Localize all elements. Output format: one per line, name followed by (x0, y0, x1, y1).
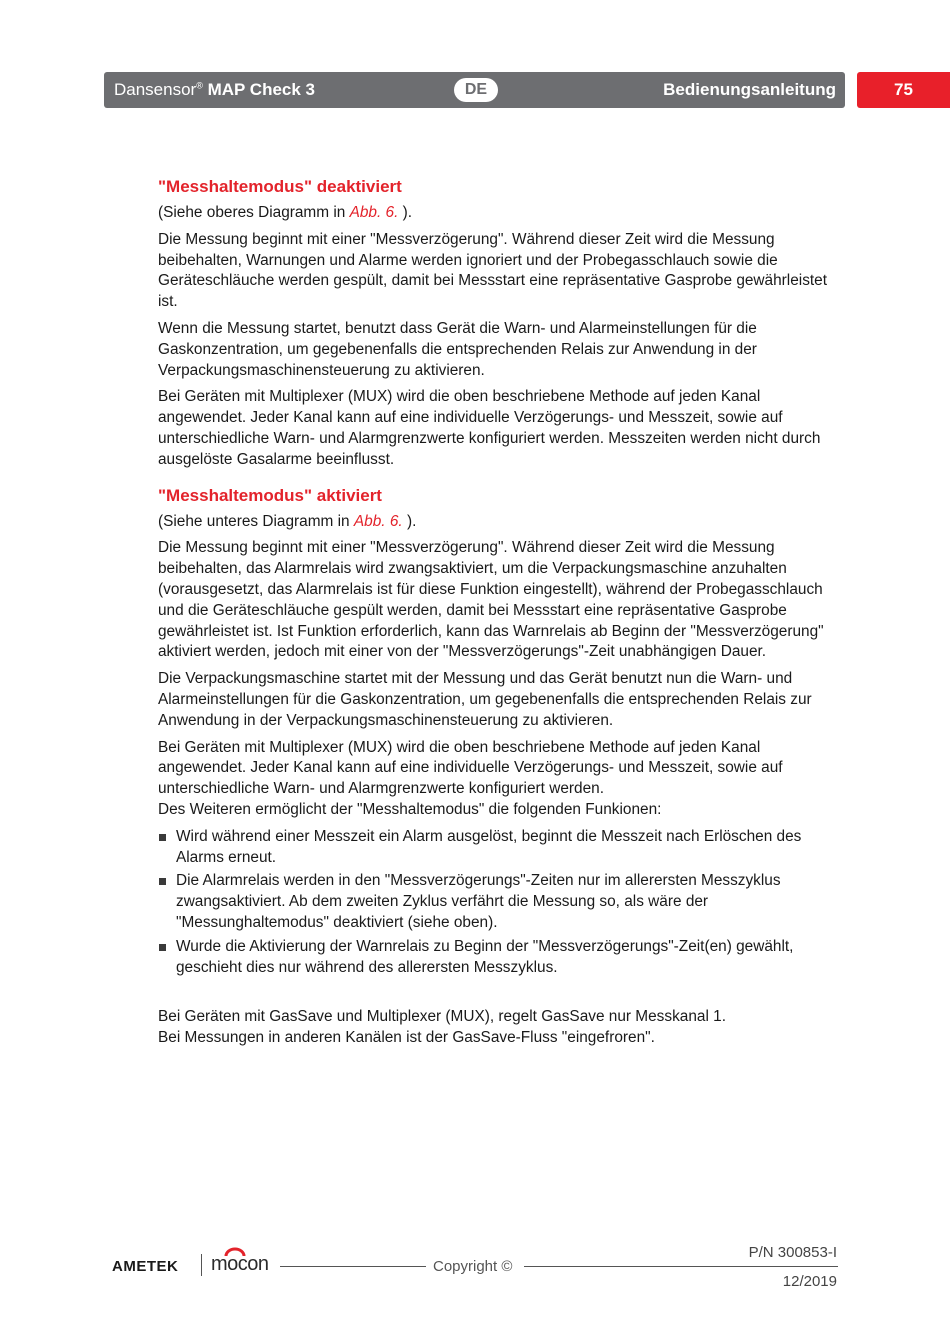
section-heading-activated: "Messhaltemodus" aktiviert (158, 485, 382, 505)
figure-link[interactable]: Abb. 6. (349, 204, 399, 221)
ref-prefix: (Siehe oberes Diagramm in (158, 204, 350, 221)
square-bullet-icon (159, 944, 166, 951)
paragraph: Wenn die Messung startet, benutzt dass Gerät die Warn- und Alarmeinstellungen für die Gaskonzentration, um gegebenenfalls die entsprechenden Relais zur Anwendung in der Verpackungsmaschinensteuerung zu aktivieren. (158, 319, 757, 379)
header-bar (104, 72, 845, 108)
footer-rule-right (524, 1266, 838, 1267)
ref-prefix: (Siehe unteres Diagramm in (158, 512, 354, 530)
brand-name: Dansensor (114, 80, 197, 99)
language-badge: DE (454, 78, 498, 102)
list-item-text: Wird während einer Messzeit ein Alarm ausgelöst, beginnt die Messzeit nach Erlöschen des Alarms erneut. (176, 827, 802, 866)
paragraph: Die Messung beginnt mit einer "Messverzögerung". Während dieser Zeit wird die Messung beibehalten, Warnungen und Alarme werden ignoriert und der Probegasschlauch sowie die Geräteschläuche werden gespült, damit bei Messstart eine repräsentative Gasprobe gewährleistet ist. (158, 230, 827, 311)
figure-reference (158, 512, 842, 533)
product-name: MAP Check 3 (207, 80, 315, 99)
figure-link[interactable]: Abb. 6. (353, 512, 403, 530)
section-heading-deactivated: "Messhaltemodus" deaktiviert (158, 177, 402, 196)
paragraph: Bei Geräten mit Multiplexer (MUX) wird die oben beschriebene Methode auf jeden Kanal angewendet. Jeder Kanal kann auf eine individuelle Verzögerungs- und Messzeit, sowie auf unterschiedliche Warn- und Alarmgrenzwerte konfiguriert werden. Messzeiten werden nicht durch ausgelöste Gasalarme beeinflusst. (158, 388, 821, 468)
list-item (158, 827, 842, 869)
paragraph: Die Verpackungsmaschine startet mit der Messung und das Gerät benutzt nun die Warn- und Alarmeinstellungen für die Gaskonzentration, um gegebenenfalls die entsprechenden Relais zur Anwendung in der Verpackungsmaschinensteuerung zu aktivieren. (158, 670, 812, 729)
feature-list (158, 827, 842, 979)
part-number: P/N 300853-I (748, 1244, 837, 1261)
footer-rule-left (280, 1266, 426, 1267)
paragraph: Bei Geräten mit Multiplexer (MUX) wird die oben beschriebene Methode auf jeden Kanal angewendet. Jeder Kanal kann auf eine individuelle Verzögerungs- und Messzeit, sowie auf unterschiedliche Warn- und Alarmgrenzwerte konfiguriert werden. (158, 738, 783, 798)
list-item (158, 937, 842, 979)
paragraph: Die Messung beginnt mit einer "Messverzögerung". Während dieser Zeit wird die Messung beibehalten, das Alarmrelais wird zwangsaktiviert, um die Verpackungsmaschine anzuhalten (vorausgesetzt, das Alarmrelais ist für diese Funktion eingestellt), während der Probegasschlauch und die Geräteschläuche gespült werden, damit bei Messstart eine repräsentative Gasprobe gewährleistet ist. Ist Funktion erforderlich, kann das Warnrelais ab Beginn der "Messverzögerung" aktiviert werden, jedoch mit einer von der "Messverzögerungs"-Zeit unabhängigen Dauer. (158, 539, 824, 661)
list-item (158, 871, 842, 933)
ref-suffix: ). (402, 512, 417, 530)
mocon-logo: mocon (211, 1253, 269, 1275)
registered-mark: ® (196, 80, 203, 91)
page-number: 75 (857, 72, 950, 108)
note-line: Bei Messungen in anderen Kanälen ist der GasSave-Fluss "eingefroren". (158, 1029, 655, 1047)
ref-suffix: ). (398, 204, 413, 221)
square-bullet-icon (159, 878, 166, 885)
ametek-logo: AMETEK (112, 1258, 179, 1275)
list-item-text: Wurde die Aktivierung der Warnrelais zu Beginn der "Messverzögerungs"-Zeit(en) gewählt, geschieht dies nur während des allerersten Messzyklus. (176, 937, 794, 976)
copyright-text: Copyright © (433, 1258, 513, 1275)
document-title: Bedienungsanleitung (663, 80, 836, 99)
paragraph: Des Weiteren ermöglicht der "Messhaltemodus" die folgenden Funkionen: (158, 800, 662, 818)
square-bullet-icon (159, 834, 166, 841)
list-item-text: Die Alarmrelais werden in den "Messverzögerungs"-Zeiten nur im allerersten Messzyklus zwangsaktiviert. Ab dem zweiten Zyklus verfährt die Messung so, als wäre der "Messunghaltemodus" deaktiviert (siehe oben). (176, 872, 781, 931)
note-line: Bei Geräten mit GasSave und Multiplexer (MUX), regelt GasSave nur Messkanal 1. (158, 1008, 726, 1026)
logo-divider (201, 1254, 202, 1276)
header-brand (114, 80, 315, 100)
document-date: 12/2019 (782, 1273, 837, 1290)
figure-reference (158, 203, 842, 224)
page-content (158, 176, 842, 1049)
